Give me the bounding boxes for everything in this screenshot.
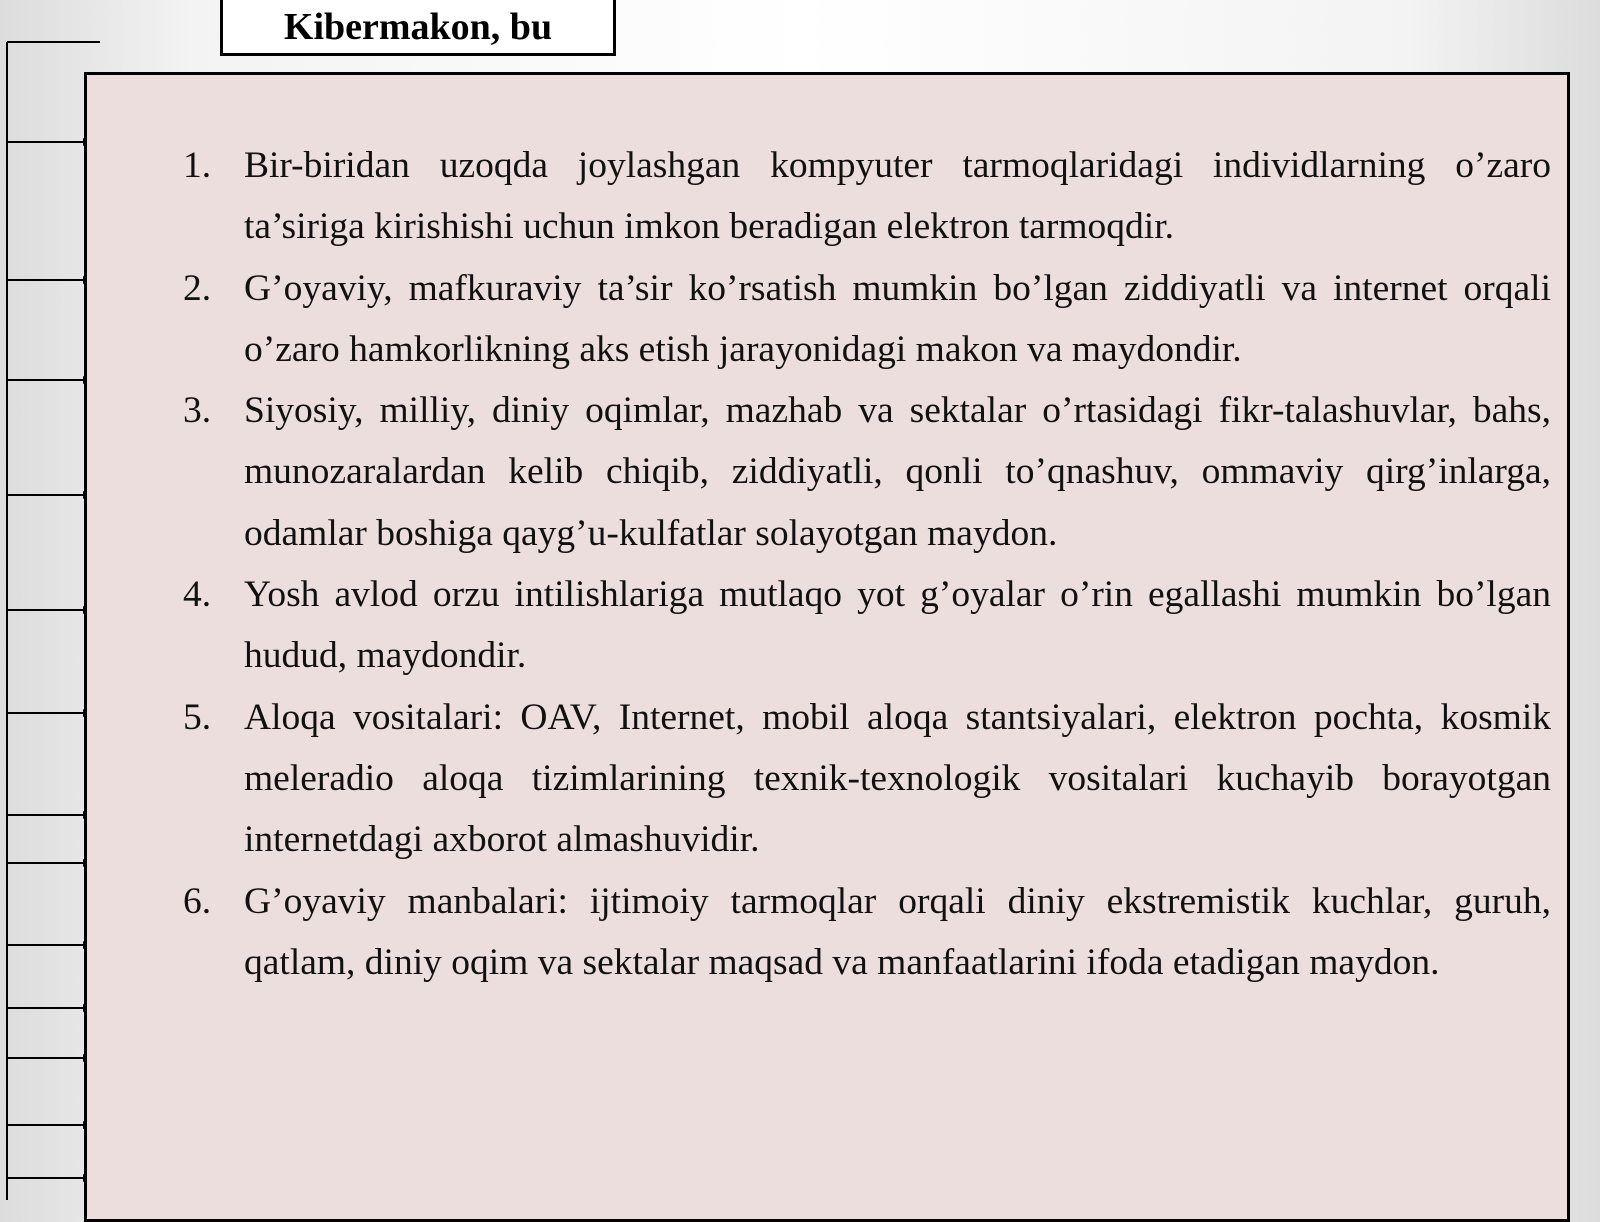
item-number: 2.	[183, 267, 212, 309]
list-item	[87, 135, 1567, 258]
slide-title: Kibermakon, bu	[283, 5, 553, 48]
list-item	[87, 871, 1567, 994]
item-number: 6.	[183, 880, 212, 922]
item-text: G’oyaviy, mafkuraviy ta’sir ko’rsatish mumkin bo’lgan ziddiyatli va internet orqali o’zaro hamkorlikning aks etish jarayonidagi makon va maydondir.	[244, 267, 1551, 370]
list-item	[87, 564, 1567, 687]
item-number: 3.	[183, 390, 212, 432]
item-text: G’oyaviy manbalari: ijtimoiy tarmoqlar orqali diniy ekstremistik kuchlar, guruh, qatlam, diniy oqim va sektalar maqsad va manfaatlarini ifoda etadigan maydon.	[244, 880, 1551, 983]
list-item	[87, 687, 1567, 871]
item-text: Bir-biridan uzoqda joylashgan kompyuter tarmoqlaridagi individlarning o’zaro ta’siriga kirishishi uchun imkon beradigan elektron tarmoqdir.	[244, 145, 1551, 248]
list-item	[87, 380, 1567, 564]
item-text: Siyosiy, milliy, diniy oqimlar, mazhab va sektalar o’rtasidagi fikr-talashuvlar, bahs, munozaralardan kelib chiqib, ziddiyatli, qonli to’qnashuv, ommaviy qirg’inlarga, odamlar boshiga qayg’u-kulfatlar solayotgan maydon.	[244, 390, 1551, 554]
title-box	[220, 0, 616, 56]
definition-panel	[84, 72, 1570, 1222]
item-text: Aloqa vositalari: OAV, Internet, mobil aloqa stantsiyalari, elektron pochta, kosmik meleradio aloqa tizimlarining texnik-texnologik vositalari kuchayib borayotgan internetdagi axborot almashuvidir.	[244, 696, 1551, 861]
item-text: Yosh avlod orzu intilishlariga mutlaqo yot g’oyalar o’rin egallashi mumkin bo’lgan hudud, maydondir.	[244, 574, 1551, 677]
item-number: 4.	[183, 574, 212, 616]
definition-list	[87, 135, 1567, 993]
item-number: 1.	[183, 145, 212, 186]
item-number: 5.	[183, 696, 212, 738]
list-item	[87, 258, 1567, 381]
